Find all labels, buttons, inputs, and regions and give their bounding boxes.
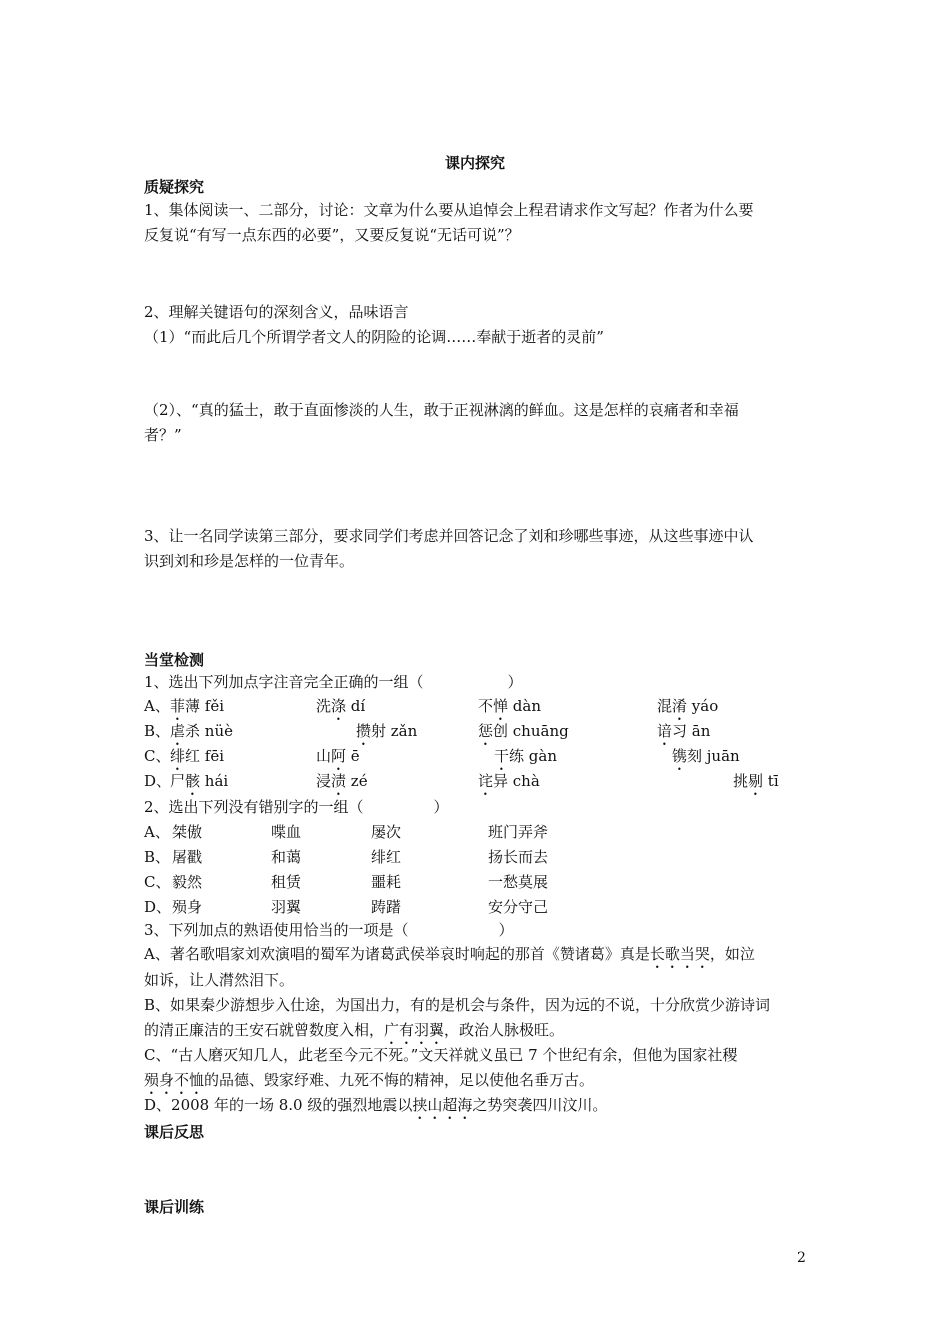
dotted-char: 诧: [478, 772, 494, 790]
option-term: [733, 769, 779, 799]
page-number: 2: [797, 1250, 806, 1266]
term-text: 不: [478, 697, 494, 715]
q2-option-d: [144, 895, 824, 920]
term-text: 练 gàn: [509, 747, 557, 765]
option-word: 租赁: [271, 873, 302, 891]
dotted-char: 阿: [331, 747, 347, 765]
q1-option-b: [144, 719, 824, 744]
term-pinyin: tī: [763, 772, 779, 790]
option-label: C、: [144, 873, 171, 891]
option-word: 桀傲: [172, 823, 203, 841]
dotted-char: 淆: [672, 697, 688, 715]
test-q3-stem-text: 3、下列加点的熟语使用恰当的一项是（: [144, 921, 409, 939]
question-1-line2: 反复说“有写一点东西的必要”，又要反复说“无话可说”？: [144, 226, 520, 244]
test-q1-stem-text: 1、选出下列加点字注音完全正确的一组（: [144, 673, 424, 691]
term-text: 刻 juān: [687, 747, 740, 765]
q1-option-d: [144, 769, 824, 794]
dotted-char: 虐: [170, 722, 186, 740]
question-2-2: [144, 398, 812, 448]
q3-option-c-line2: [144, 1070, 594, 1098]
question-1: [144, 198, 812, 248]
section-heading-inquiry: 质疑探究: [144, 178, 205, 196]
q1-option-a: [144, 694, 824, 719]
dotted-idiom: 长歌当哭: [649, 945, 710, 963]
term-text: 红 fēi: [185, 747, 225, 765]
option-word: 殒身: [172, 898, 203, 916]
q3-b-text: 的清正廉洁的王安石就曾数度入相，: [144, 1021, 385, 1039]
option-label: B、: [144, 848, 171, 866]
term-text: 习 ān: [672, 722, 711, 740]
term-pinyin: zé: [346, 772, 368, 790]
question-3-line1: 3、让一名同学读第三部分，要求同学们考虑并回答记念了刘和珍哪些事迹，从这些事迹中认: [144, 527, 754, 545]
question-2: 2、理解关键语句的深刻含义，品味语言: [144, 303, 409, 321]
q3-d-text-tail: 之势突袭四川汶川。: [472, 1096, 608, 1114]
term-pinyin: ē: [346, 747, 360, 765]
q3-c-text-tail: 的品德、毁家纾难、九死不悔的精神，足以使他名垂万古。: [204, 1071, 595, 1089]
section-heading-reflection: 课后反思: [144, 1123, 205, 1141]
term-text: 混: [657, 697, 673, 715]
q3-a-text: A、著名歌唱家刘欢演唱的蜀军为诸葛武侯举哀时响起的那首《赞诸葛》真是: [144, 945, 650, 963]
q3-option-a-line2: 如诉，让人潸然泪下。: [144, 971, 295, 989]
term-text: 尸: [170, 772, 186, 790]
option-label: D、: [144, 898, 172, 916]
dotted-char: 谙: [657, 722, 673, 740]
term-pinyin: hái: [200, 772, 229, 790]
option-term: [316, 769, 368, 799]
dotted-char: 干: [494, 747, 510, 765]
option-label: A、: [144, 823, 170, 841]
dotted-idiom: 挟山超海: [412, 1096, 473, 1114]
test-q2-stem-close: ）: [433, 798, 449, 816]
test-q3-stem-close: ）: [498, 921, 514, 939]
q2-option-a: [144, 820, 824, 845]
q1-option-c: [144, 744, 824, 769]
question-3: [144, 524, 812, 574]
dotted-char: 涤: [331, 697, 347, 715]
option-label: C、: [144, 747, 171, 765]
option-word: 绯红: [371, 848, 402, 866]
option-label: B、: [144, 722, 171, 740]
dotted-char: 菲: [170, 697, 186, 715]
term-text: 创 chuāng: [493, 722, 569, 740]
dotted-char: 攒: [356, 722, 372, 740]
q3-option-d: [144, 1095, 607, 1123]
question-2-2-line1: （2）、“真的猛士，敢于直面惨淡的人生，敢于正视淋漓的鲜血。这是怎样的哀痛者和幸福: [144, 401, 739, 419]
question-3-line2: 识到刘和珍是怎样的一位青年。: [144, 552, 355, 570]
q3-d-text: D、2008 年的一场 8.0 级的强烈地震以: [144, 1096, 413, 1114]
option-label: A、: [144, 697, 170, 715]
test-q2-stem-text: 2、选出下列没有错别字的一组（: [144, 798, 364, 816]
q3-option-b-line2: [144, 1020, 564, 1048]
q3-option-a-line1: [144, 944, 755, 972]
q2-option-b: [144, 845, 824, 870]
option-word: 安分守己: [488, 898, 549, 916]
dotted-char: 骸: [185, 772, 201, 790]
option-term: [170, 769, 228, 799]
dotted-char: 镌: [672, 747, 688, 765]
section-heading-exercise: 课后训练: [144, 1198, 205, 1216]
question-1-line1: 1、集体阅读一、二部分，讨论：文章为什么要从追悼会上程君请求作文写起？作者为什么要: [144, 201, 754, 219]
option-word: 班门弄斧: [488, 823, 549, 841]
test-q2-stem: [144, 797, 449, 817]
option-word: 喋血: [271, 823, 302, 841]
dotted-idiom: 殒身不恤: [144, 1071, 205, 1089]
term-text: 薄 fěi: [185, 697, 225, 715]
q3-b-text-tail: ，政治人脉极旺。: [444, 1021, 565, 1039]
option-word: 踌躇: [371, 898, 402, 916]
section-heading-test: 当堂检测: [144, 651, 205, 669]
option-word: 屠戳: [172, 848, 203, 866]
term-pinyin: yáo: [687, 697, 719, 715]
term-text: 异 chà: [493, 772, 540, 790]
question-2-2-line2: 者？”: [144, 426, 182, 444]
option-word: 扬长而去: [488, 848, 549, 866]
test-q1-stem-close: ）: [507, 673, 523, 691]
test-q3-stem: [144, 920, 514, 940]
q3-option-b-line1: B、如果秦少游想步入仕途，为国出力，有的是机会与条件，因为远的不说，十分欣赏少游诗词: [144, 996, 771, 1014]
option-word: 和蔼: [271, 848, 302, 866]
question-2-1: （1）“而此后几个所谓学者文人的阴险的论调……奉献于逝者的灵前”: [144, 328, 604, 346]
q2-option-c: [144, 870, 824, 895]
dotted-char: 绯: [170, 747, 186, 765]
term-text: 挑: [733, 772, 749, 790]
option-word: 羽翼: [271, 898, 302, 916]
term-text: 杀 nüè: [185, 722, 233, 740]
dotted-char: 惮: [493, 697, 509, 715]
test-q1-stem: [144, 672, 523, 692]
q3-option-c-line1: C、“古人磨灭知几人，此老至今元不死。”文天祥就义虽已 7 个世纪有余，但他为国家社稷: [144, 1046, 738, 1064]
term-pinyin: dàn: [508, 697, 542, 715]
term-text: 射 zǎn: [371, 722, 418, 740]
option-label: D、: [144, 772, 172, 790]
term-text: 浸: [316, 772, 332, 790]
option-word: 一愁莫展: [488, 873, 549, 891]
option-word: 噩耗: [371, 873, 402, 891]
q3-a-text-tail: ，如泣: [709, 945, 755, 963]
dotted-char: 惩: [478, 722, 494, 740]
term-text: 洗: [316, 697, 332, 715]
dotted-char: 剔: [748, 772, 764, 790]
option-term: [478, 769, 540, 799]
page-title: 课内探究: [444, 154, 505, 172]
term-pinyin: dí: [346, 697, 366, 715]
dotted-idiom: 广有羽翼: [384, 1021, 445, 1039]
dotted-char: 渍: [331, 772, 347, 790]
option-word: 屡次: [371, 823, 402, 841]
option-word: 毅然: [172, 873, 203, 891]
term-text: 山: [316, 747, 332, 765]
